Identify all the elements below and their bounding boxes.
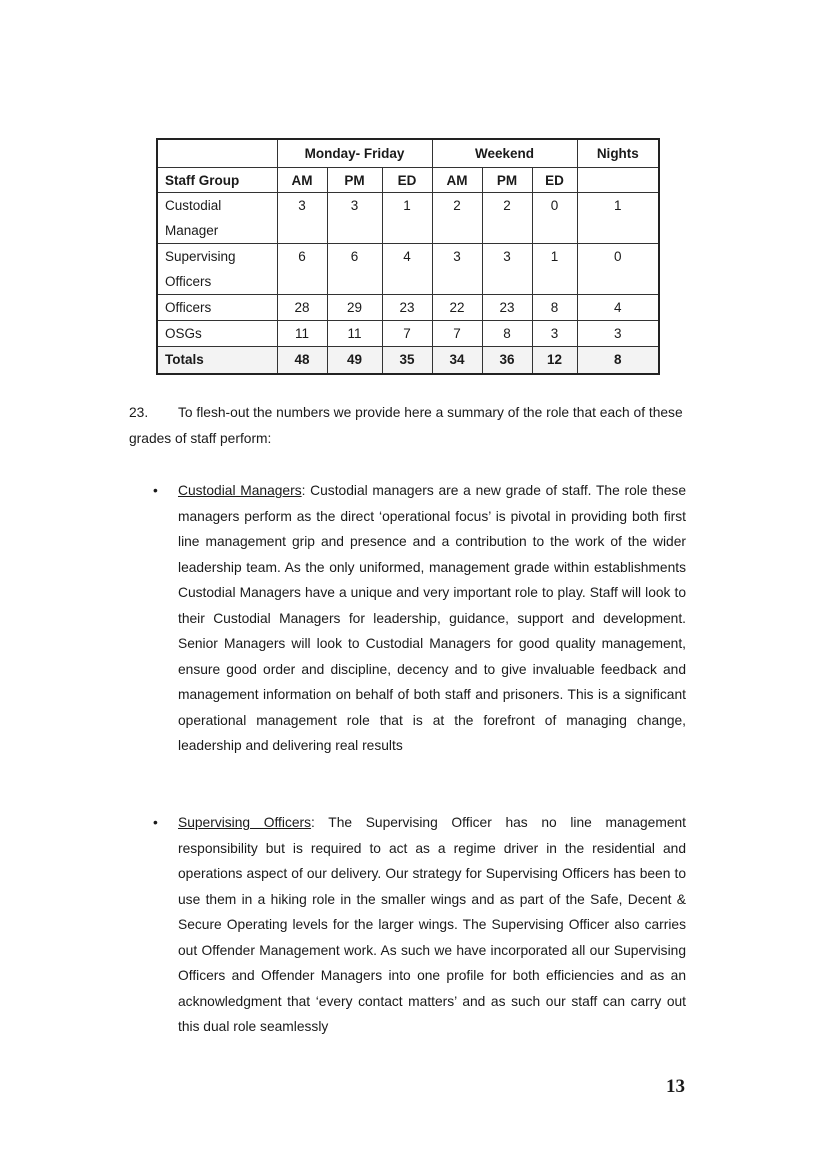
table-cell: 3 (277, 193, 327, 244)
band-header-weekend: Weekend (432, 139, 577, 168)
table-cell: 7 (382, 321, 432, 347)
table-row (157, 321, 659, 347)
column-header-weekday-ed: ED (382, 168, 432, 193)
totals-cell: 36 (482, 347, 532, 375)
table-cell: 0 (532, 193, 577, 244)
bullet-term: Custodial Managers (178, 483, 302, 498)
table-row (157, 193, 659, 244)
row-group-label-line2: Officers (165, 274, 212, 289)
paragraph-text: To flesh-out the numbers we provide here a summary of the role that each of these grades of staff perform: (129, 405, 683, 446)
totals-cell: 34 (432, 347, 482, 375)
table-cell: 0 (577, 244, 659, 295)
totals-row (157, 347, 659, 375)
table-cell: 1 (532, 244, 577, 295)
table-cell: 4 (577, 295, 659, 321)
table-cell: 3 (327, 193, 382, 244)
table-cell: 7 (432, 321, 482, 347)
row-group-label-line1: Custodial (165, 198, 222, 213)
column-header-nights (577, 168, 659, 193)
row-group-label-line2: Manager (165, 223, 219, 238)
column-header-weekend-ed: ED (532, 168, 577, 193)
totals-cell: 48 (277, 347, 327, 375)
table-cell: 11 (327, 321, 382, 347)
table-cell: 29 (327, 295, 382, 321)
table-cell: 1 (382, 193, 432, 244)
totals-label: Totals (157, 347, 277, 375)
totals-cell: 12 (532, 347, 577, 375)
table-band-header-row (157, 139, 659, 168)
table-cell: 28 (277, 295, 327, 321)
row-group-cell (157, 193, 277, 244)
table-cell: 3 (577, 321, 659, 347)
row-group-cell: Officers (157, 295, 277, 321)
table-cell: 8 (482, 321, 532, 347)
totals-cell: 8 (577, 347, 659, 375)
bullet-dot-icon: • (153, 815, 158, 830)
totals-cell: 35 (382, 347, 432, 375)
table-row (157, 244, 659, 295)
table-cell: 6 (277, 244, 327, 295)
bullet-text: : Custodial managers are a new grade of staff. The role these managers perform as the direct ‘operational focus’ is pivotal in providing both first line management grip and presence and a contribution to the work of the wider leadership team. As the only uniformed, management grade within establishments Custodial Managers have a unique and very important role to play. Staff will look to their Custodial Managers for leadership, guidance, support and development. Senior Managers will look to Custodial Managers for good quality management, ensure good order and discipline, decency and to give invaluable feedback and management information on behalf of both staff and prisoners. This is a significant operational management role that is at the forefront of managing change, leadership and delivering real results (178, 483, 686, 753)
table-cell: 23 (382, 295, 432, 321)
bullet-custodial-managers (153, 478, 686, 759)
column-header-weekend-pm: PM (482, 168, 532, 193)
page-number: 13 (666, 1076, 685, 1097)
table-cell: 4 (382, 244, 432, 295)
table-cell: 23 (482, 295, 532, 321)
column-header-weekday-pm: PM (327, 168, 382, 193)
paragraph-number: 23. (129, 405, 149, 420)
totals-cell: 49 (327, 347, 382, 375)
numbered-paragraph (129, 400, 686, 451)
column-header-staff-group: Staff Group (157, 168, 277, 193)
staffing-table (156, 138, 660, 375)
row-group-cell: OSGs (157, 321, 277, 347)
band-header-blank (157, 139, 277, 168)
band-header-weekday: Monday- Friday (277, 139, 432, 168)
table-row (157, 295, 659, 321)
row-group-cell (157, 244, 277, 295)
bullet-dot-icon: • (153, 483, 158, 498)
table-cell: 2 (482, 193, 532, 244)
table-cell: 6 (327, 244, 382, 295)
bullet-supervising-officers (153, 810, 687, 1040)
bullet-term: Supervising Officers (178, 815, 312, 830)
table-column-header-row (157, 168, 659, 193)
table-cell: 22 (432, 295, 482, 321)
table-cell: 2 (432, 193, 482, 244)
row-group-label-line1: Supervising (165, 249, 236, 264)
band-header-nights: Nights (577, 139, 659, 168)
table-cell: 11 (277, 321, 327, 347)
bullet-text: : The Supervising Officer has no line management responsibility but is required to act as a regime driver in the residential and operations aspect of our delivery. Our strategy for Supervising Officers has been to use them in a hiking role in the smaller wings and as part of the Safe, Decent & Secure Operating levels for the larger wings. The Supervising Officer also carries out Offender Management work. As such we have incorporated all our Supervising Officers and Offender Managers into one profile for both efficiencies and as an acknowledgment that ‘every contact matters’ and as such our staff can carry out this dual role seamlessly (178, 815, 687, 1034)
table-cell: 3 (482, 244, 532, 295)
column-header-weekend-am: AM (432, 168, 482, 193)
table-cell: 8 (532, 295, 577, 321)
column-header-weekday-am: AM (277, 168, 327, 193)
table-cell: 3 (532, 321, 577, 347)
table-cell: 3 (432, 244, 482, 295)
table-cell: 1 (577, 193, 659, 244)
